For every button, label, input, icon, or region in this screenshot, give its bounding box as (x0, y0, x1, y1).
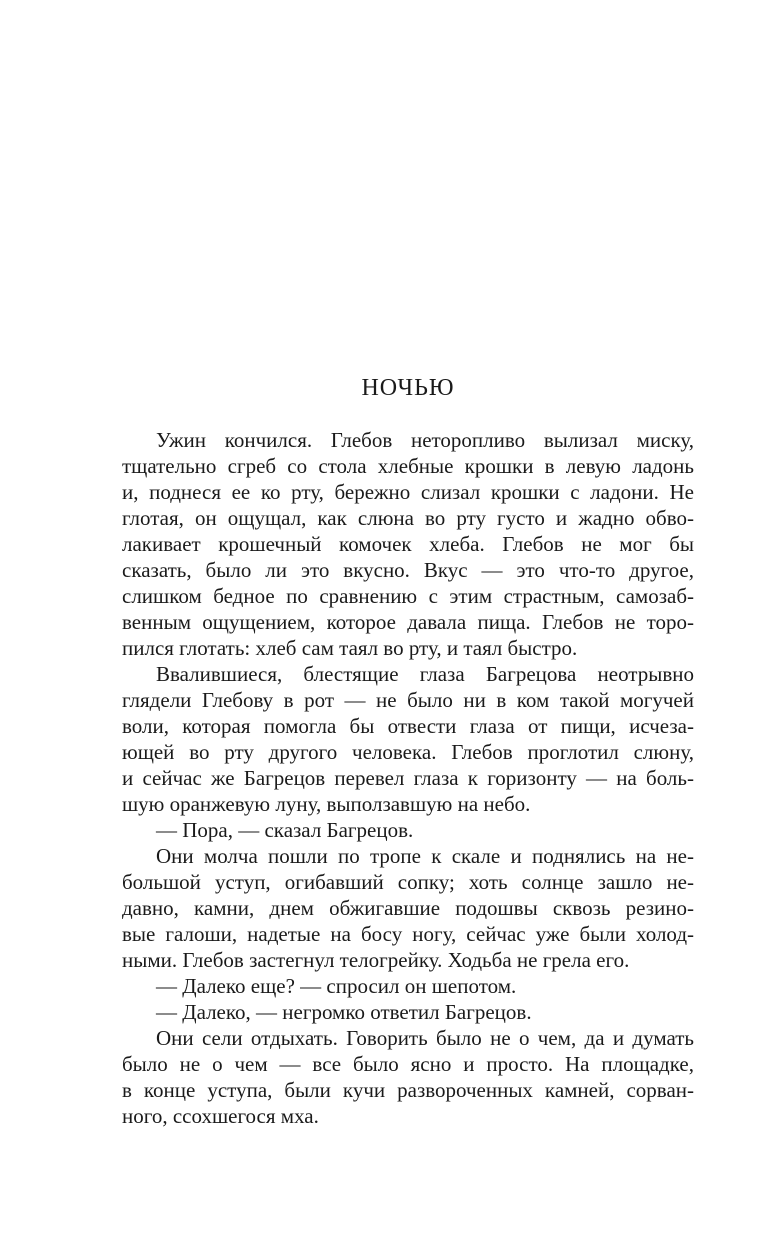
book-page (122, 0, 694, 1240)
text-line: сказать, было ли это вкусно. Вкус — это что-то другое, (122, 558, 694, 582)
chapter-title: НОЧЬЮ (361, 375, 455, 401)
text-line: глотая, он ощущал, как слюна во рту густо и жадно обво- (122, 506, 694, 530)
text-line: ного, ссохшегося мха. (122, 1104, 319, 1128)
text-line: слишком бедное по сравнению с этим страстным, самозаб- (122, 584, 694, 608)
text-line: Ввалившиеся, блестящие глаза Багрецова неотрывно (156, 662, 694, 686)
text-line: венным ощущением, которое давала пища. Глебов не торо- (122, 610, 694, 634)
text-line: в конце уступа, были кучи развороченных камней, сорван- (122, 1078, 694, 1102)
text-line: шую оранжевую луну, выползавшую на небо. (122, 792, 531, 816)
text-line: вые галоши, надетые на босу ногу, сейчас уже были холод- (122, 922, 694, 946)
text-line: лакивает крошечный комочек хлеба. Глебов не мог бы (122, 532, 694, 556)
text-line: ными. Глебов застегнул телогрейку. Ходьба не грела его. (122, 948, 630, 972)
text-line: Они сели отдыхать. Говорить было не о чем, да и думать (156, 1026, 694, 1050)
text-line: — Далеко, — негромко ответил Багрецов. (156, 1000, 532, 1024)
text-line: ющей во рту другого человека. Глебов проглотил слюну, (122, 740, 694, 764)
text-line: глядели Глебову в рот — не было ни в ком такой могучей (122, 688, 694, 712)
text-line: большой уступ, огибавший сопку; хоть солнце зашло не- (122, 870, 694, 894)
text-line: давно, камни, днем обжигавшие подошвы сквозь резино- (122, 896, 694, 920)
text-line: — Пора, — сказал Багрецов. (156, 818, 414, 842)
text-line: и сейчас же Багрецов перевел глаза к горизонту — на боль- (122, 766, 694, 790)
text-line: и, поднеся ее ко рту, бережно слизал крошки с ладони. Не (122, 480, 694, 504)
text-line: было не о чем — все было ясно и просто. На площадке, (122, 1052, 694, 1076)
text-line: воли, которая помогла бы отвести глаза от пищи, исчеза- (122, 714, 694, 738)
text-line: — Далеко еще? — спросил он шепотом. (156, 974, 517, 998)
text-line: Ужин кончился. Глебов неторопливо вылизал миску, (156, 428, 694, 452)
text-line: пился глотать: хлеб сам таял во рту, и таял быстро. (122, 636, 578, 660)
text-line: тщательно сгреб со стола хлебные крошки в левую ладонь (122, 454, 694, 478)
text-line: Они молча пошли по тропе к скале и поднялись на не- (156, 844, 694, 868)
